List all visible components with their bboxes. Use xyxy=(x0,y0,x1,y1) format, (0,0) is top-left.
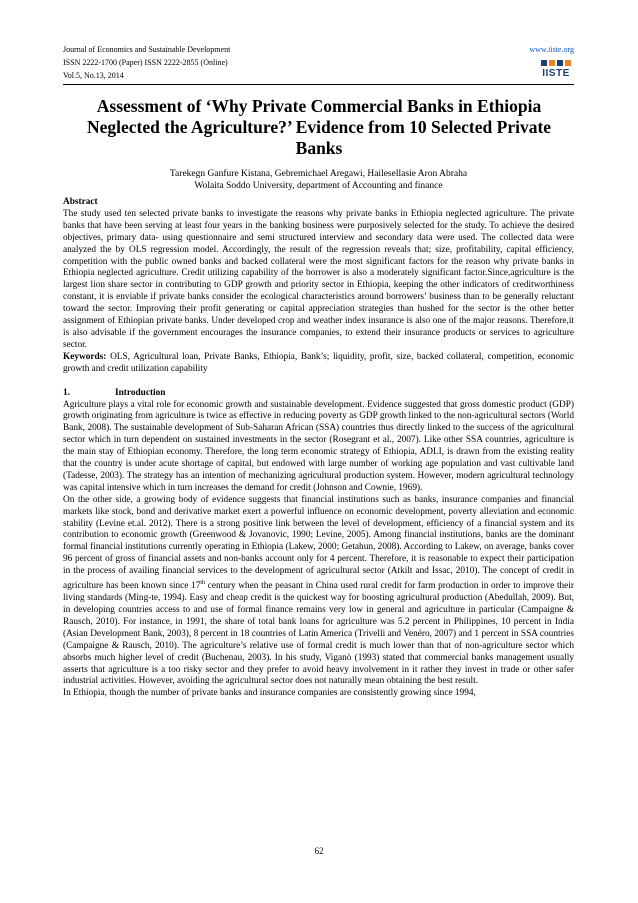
section-number: 1. xyxy=(63,387,70,398)
superscript-th: th xyxy=(200,580,206,587)
keywords-text: OLS, Agricultural loan, Private Banks, Ethiopia, Bank’s; liquidity, profit, size, backed collateral, competition, economic growth and credit utilization capability xyxy=(63,351,575,374)
paper-title: Assessment of ‘Why Private Commercial Banks in Ethiopia Neglected the Agriculture?’ Evidence from 10 Selected Private Banks xyxy=(86,96,552,158)
volume: Vol.5, No.13, 2014 xyxy=(63,71,124,80)
header-divider xyxy=(63,84,574,85)
keywords xyxy=(63,352,574,376)
author-block xyxy=(63,168,574,192)
logo-squares-icon xyxy=(541,60,571,66)
journal-url-link[interactable]: www.iiste.org xyxy=(529,45,574,54)
intro-paragraph-2a: On the other side, a growing body of evidence suggests that financial institutions such as banks, insurance companies and financial markets like stock, bond and derivative market exert a powerful influence on economic development, poverty alleviation and economic stability (Levine et.al. 2012). There is a strong positive link between the level of development, efficiency of a financial system and its contribution to economic growth (Greenwood & Jovanovic, 1990; Levine, 2005). Among financial institutions, banks are the dominant formal financial institutions currently operating in Ethiopia (Lakew, 2000; Getahun, 2008). According to Lakew, on average, banks cover 96 percent of gross of financial assets and non-banks account only for 4 percent. Therefore, it is reasonable to expect their participation in the process of availing financial services to the development of agricultural sector (Atkilt and Issac, 2010). The concept of credit in agriculture has been known since 17 xyxy=(63,494,574,592)
section-title: Introduction xyxy=(115,387,166,398)
intro-paragraph-2 xyxy=(63,495,574,689)
page-number: 62 xyxy=(314,846,324,856)
issn: ISSN 2222-1700 (Paper) ISSN 2222-2855 (Online) xyxy=(63,58,228,67)
intro-paragraph-2b: century when the peasant in China used rural credit for farm production in order to improve their living standards (Ming-te, 1994). Easy and cheap credit is the quickest way for boosting agricultural production (Abedullah, 2009). But, in developing countries access to and use of formal finance remains very low in general and agriculture in particular (Campaigne & Rausch, 2010). For instance, in 1991, the share of total bank loans for agriculture was 5.2 percent in Philippines, 10 percent in India (Asian Development Bank, 2003), 8 percent in 18 countries of Latin America (Trivelli and Venéro, 2007) and 1 percent in SSA countries (Campaigne & Rausch, 2010). The agriculture’s relative use of formal credit is much lower than that of non-agriculture sector which absorbs much higher level of credit (Buchenau, 2003). In his study, Viganò (1993) stated that commercial banks management usually asserts that agriculture is a too risky sector and they prefer to avoid heavy involvement in it rather they invest in trade or other safer industrial activities. However, avoiding the agricultural sector does not naturally mean obtaining the best result. xyxy=(63,581,574,687)
iiste-logo xyxy=(538,56,574,82)
authors: Tarekegn Ganfure Kistana, Gebremichael Aregawi, Hailesellasie Aron Abraha xyxy=(169,169,468,179)
abstract-text: The study used ten selected private banks to investigate the reasons why private banks in Ethiopia neglected agriculture. The private banks that have been serving at least four years in the banking business were purposively selected for the study. To achieve the desired objectives, primary data- using questionnaire and semi structured interview and secondary data were used. The collected data were analyzed the by OLS regression model. Accordingly, the result of the regression reveals that; size, profitability, capital efficiency, competition with the public owned banks and backed collateral were the most significant factors for the reason why private banks in Ethiopia neglected agriculture. Credit utilizing capability of the borrower is also a moderately significant factor.Since,agriculture is the largest lion share sector in contributing to GDP growth and priority sector in Ethiopia, keeping the other indicators of creditworthiness constant, it is enviable if private banks consider the ecological characteristics around borrowers’ business than to be generally reluctant toward the sector. Improving their profit generating or capital appreciation strategies than hushed for the sector is the other better assignment of Ethiopian private banks. Under developed crop and weather index insurance is also one of the major reasons. Therefore,it is also advisable if the government encourages the insurance companies, to extend their insurance products or services to agriculture sector. xyxy=(63,208,574,350)
paper-body xyxy=(63,197,574,700)
abstract-heading: Abstract xyxy=(63,197,98,207)
affiliation: Wolaita Soddo University, department of Accounting and finance xyxy=(194,181,443,191)
keywords-label: Keywords: xyxy=(63,351,107,362)
intro-paragraph-3: In Ethiopia, though the number of private banks and insurance companies are consistently growing since 1994, xyxy=(63,688,476,699)
logo-text: IISTE xyxy=(542,67,570,79)
journal-name: Journal of Economics and Sustainable Development xyxy=(63,45,231,54)
intro-paragraph-1: Agriculture plays a vital role for economic growth and sustainable development. Evidence suggested that gross domestic product (GDP) growth originating from agriculture is twice as effective in reducing poverty as GDP growth linked to the non-agricultural sectors (World Bank, 2008). The sustainable development of Sub-Saharan African (SSA) countries thus directly linked to the success of the agricultural sector which in turn dependent on sustained investments in the sector (Rosegrant et al., 2007). Like other SSA countries, agriculture is the main stay of Ethiopian economy. Therefore, the long term economic strategy of Ethiopia, ADLI, is drawn from the existing reality that the country is under acute shortage of capital, but endowed with large number of working age population and vast cultivable land (Tadesse, 2003). The strategy has an intention of mechanizing agricultural production system. However, modern agricultural technology was capital intensive which in turn increases the demand for credit (Johnson and Cownie, 1969). xyxy=(63,399,574,493)
section-heading xyxy=(63,388,574,400)
